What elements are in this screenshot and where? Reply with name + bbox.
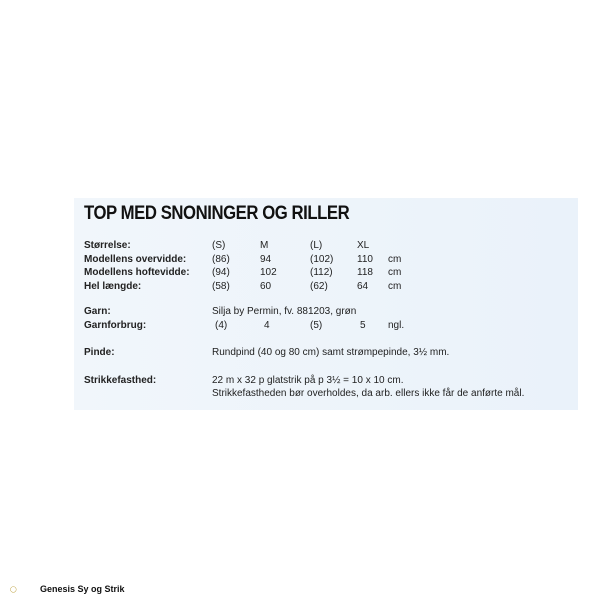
size-row-cell: 102: [260, 267, 277, 279]
size-row-cell: cm: [388, 253, 402, 265]
size-row-cell: XL: [357, 240, 370, 251]
size-row-cell: 60: [260, 281, 272, 293]
yarn-usage-label: Garnforbrug:: [84, 320, 147, 331]
size-row-cell: 94: [260, 253, 272, 265]
needles-label: Pinde:: [84, 347, 115, 358]
size-row-cell: 118: [357, 267, 373, 279]
size-row-label: Modellens hoftevidde:: [84, 267, 190, 279]
size-row-cell: (102): [310, 253, 334, 265]
yarn-value: Silja by Permin, fv. 881203, grøn: [212, 306, 357, 317]
footer-brand: Genesis Sy og Strik: [40, 584, 125, 594]
gauge-label: Strikkefasthed:: [84, 375, 157, 386]
yarn-usage-m: 4: [264, 320, 270, 331]
genesis-logo: ◯: [10, 587, 17, 593]
size-row-cell: (62): [310, 281, 328, 293]
size-row-cell: (112): [310, 267, 333, 279]
gauge-line2: Strikkefastheden bør overholdes, da arb. ellers ikke får de anførte mål.: [212, 388, 525, 399]
size-row-cell: (L): [310, 240, 323, 251]
size-row-label: Størrelse:: [84, 240, 131, 251]
size-row-label: Modellens overvidde:: [84, 253, 187, 265]
yarn-usage-l: (5): [310, 320, 323, 331]
needles-value: Rundpind (40 og 80 cm) samt strømpepinde, 3½ mm.: [212, 347, 450, 358]
yarn-label: Garn:: [84, 306, 111, 317]
size-row-cell: M: [260, 240, 269, 251]
gauge-line1: 22 m x 32 p glatstrik på p 3½ = 10 x 10 cm.: [212, 375, 404, 386]
size-row-cell: cm: [388, 281, 402, 293]
size-row-cell: (S): [212, 240, 226, 251]
pattern-title: TOP MED SNONINGER OG RILLER: [84, 203, 350, 224]
yarn-usage-unit: ngl.: [388, 320, 405, 331]
yarn-usage-s: (4): [215, 320, 228, 331]
size-row-cell: (58): [212, 281, 230, 293]
size-row-cell: (86): [212, 253, 230, 265]
size-row-cell: (94): [212, 267, 230, 279]
size-row-cell: 64: [357, 281, 369, 293]
size-row-cell: 110: [357, 253, 373, 265]
yarn-usage-xl: 5: [360, 320, 366, 331]
size-row-label: Hel længde:: [84, 281, 142, 293]
size-row-cell: cm: [388, 267, 402, 279]
